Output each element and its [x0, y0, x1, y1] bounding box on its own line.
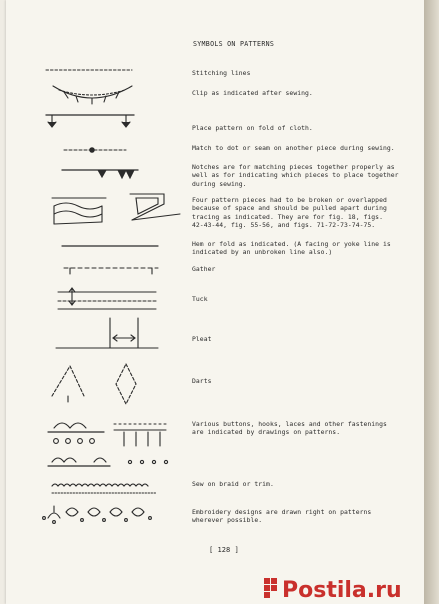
braid-symbol [52, 484, 156, 493]
entry-notches: Notches are for matching pieces together properly as well as for indicating which pieces to place together during sewing. [192, 163, 399, 188]
document-page [6, 0, 424, 604]
darts-symbol [52, 364, 136, 404]
tuck-symbol [58, 288, 156, 309]
pattern-symbols-illustration [6, 0, 196, 604]
entry-pleat: Pleat [192, 335, 212, 343]
watermark-text: Postila.ru [282, 578, 402, 602]
gather-symbol [64, 268, 158, 274]
entry-match-dot: Match to dot or seam on another piece during sewing. [192, 144, 395, 152]
fastenings-symbol [48, 423, 168, 466]
entry-embroidery: Embroidery designs are drawn right on patterns wherever possible. [192, 508, 372, 525]
clip-symbol [53, 86, 132, 104]
book-spine-edge [424, 0, 439, 604]
fold-symbol [46, 115, 134, 127]
page-title: SYMBOLS ON PATTERNS [193, 40, 275, 48]
pleat-symbol [56, 318, 158, 348]
entry-broken-pieces: Four pattern pieces had to be broken or overlapped because of space and should be pulled apart during tracing as indicated. They are for fig. 18, figs. 42-43-44, fig. 55-56, and figs. 71-72-73-74-75. [192, 196, 387, 230]
entry-stitching: Stitching lines [192, 69, 251, 77]
entry-braid: Sew on braid or trim. [192, 480, 274, 488]
postila-logo [262, 574, 432, 602]
entry-tuck: Tuck [192, 295, 208, 303]
entry-fastenings: Various buttons, hooks, laces and other fastenings are indicated by drawings on patterns. [192, 420, 387, 437]
broken-pieces-symbol [52, 194, 180, 224]
entry-darts: Darts [192, 377, 212, 385]
match-dot-symbol [64, 148, 126, 152]
embroidery-symbol [43, 506, 152, 523]
entry-fold: Place pattern on fold of cloth. [192, 124, 313, 132]
entry-gather: Gather [192, 265, 216, 273]
notch-symbol [62, 170, 138, 178]
entry-hem: Hem or fold as indicated. (A facing or yoke line is indicated by an unbroken line also.) [192, 240, 391, 257]
entry-clip: Clip as indicated after sewing. [192, 89, 313, 97]
page-number: [ 128 ] [209, 546, 239, 554]
